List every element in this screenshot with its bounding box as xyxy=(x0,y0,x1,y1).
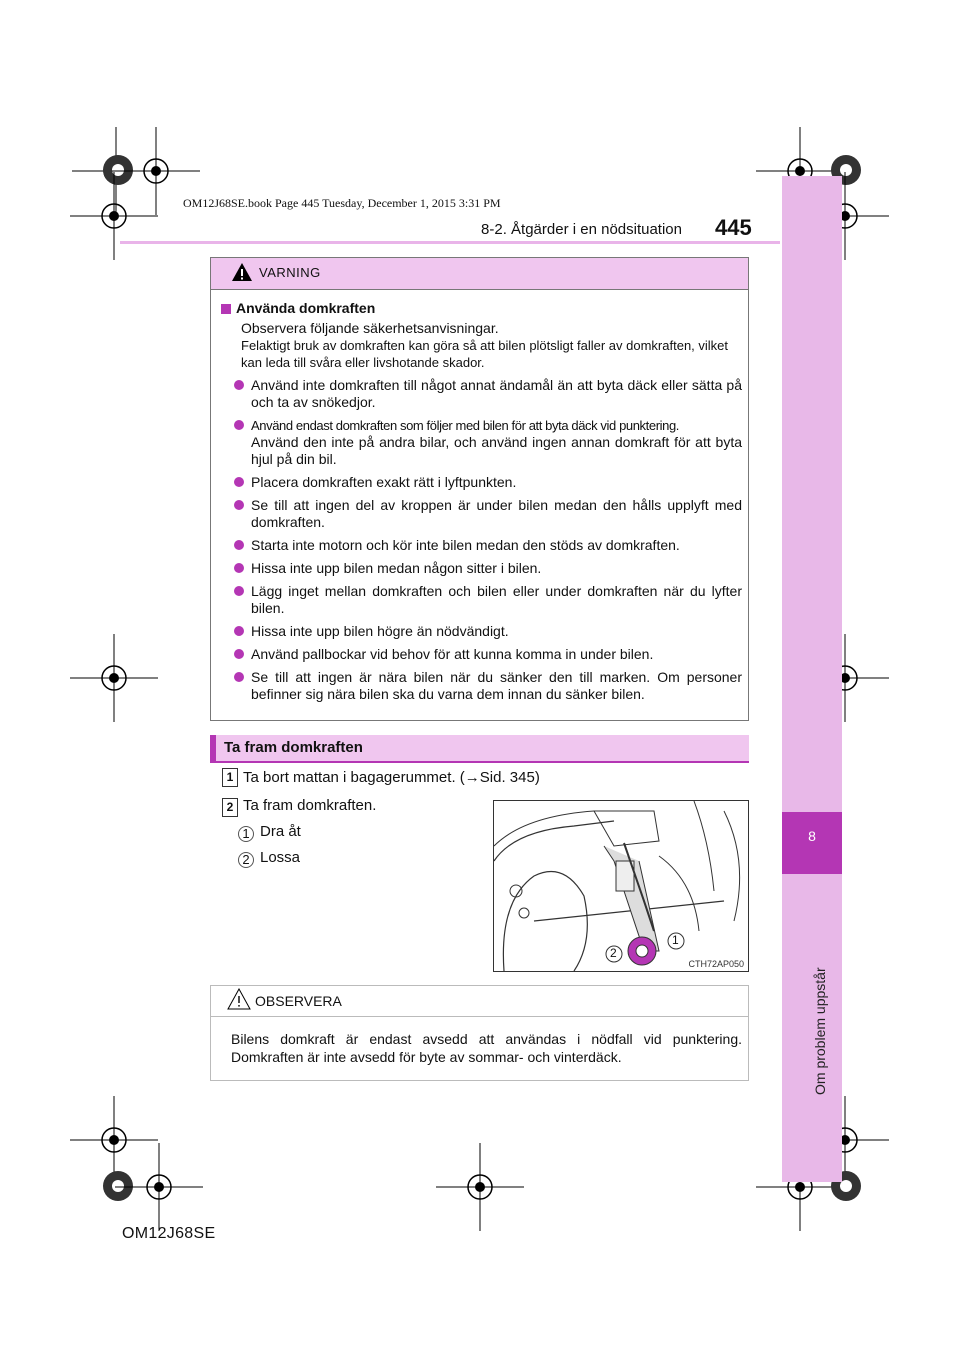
step-2-text: Ta fram domkraften. xyxy=(243,797,377,814)
jack-illustration xyxy=(493,800,749,972)
warning-subheading xyxy=(221,300,742,317)
list-item: Använd den inte på andra bilar, och använd ingen annan domkraft för att byta hjul på din bil. xyxy=(251,434,742,467)
warning-triangle-icon xyxy=(231,262,253,287)
bullet-dot-icon xyxy=(234,586,244,596)
list-item: Se till att ingen del av kroppen är under bilen medan den hålls upplyft med domkraften. xyxy=(221,497,742,531)
section-heading-bar xyxy=(210,735,749,763)
warning-intro-1: Observera följande säkerhetsanvisningar. xyxy=(241,320,499,336)
warning-box xyxy=(210,257,749,721)
arrow-right-icon: → xyxy=(464,769,480,786)
list-item: Hissa inte upp bilen medan någon sitter i bilen. xyxy=(221,560,742,577)
bullet-dot-icon xyxy=(234,380,244,390)
registration-mark-icon xyxy=(70,172,158,260)
callout-2: 2 xyxy=(610,946,617,960)
substep-2-text: Lossa xyxy=(260,849,301,866)
step-1-text: Ta bort mattan i bagagerummet. (→Sid. 345) xyxy=(243,769,540,786)
section-header: 8-2. Åtgärder i en nödsituation xyxy=(481,221,682,238)
step-number-2: 2 xyxy=(222,798,238,817)
jack-drawing-icon xyxy=(494,801,749,972)
chapter-label: Om problem uppstår xyxy=(812,967,828,1095)
warning-title: VARNING xyxy=(259,265,321,280)
list-item: Se till att ingen är nära bilen när du sänker den till marken. Om personer befinner sig nära bilen ska du varna dem innan du sänker bilen. xyxy=(221,669,742,703)
footer-code: OM12J68SE xyxy=(122,1225,216,1242)
bullet-dot-icon xyxy=(234,672,244,682)
notice-title: OBSERVERA xyxy=(255,993,342,1009)
header-rule xyxy=(120,241,780,244)
notice-header xyxy=(211,986,748,1017)
square-bullet-icon xyxy=(221,304,231,314)
warning-intro-2: Felaktigt bruk av domkraften kan göra så att bilen plötsligt faller av domkraften, vilket kan leda till svåra eller livshotande skador. xyxy=(241,338,729,370)
bullet-dot-icon xyxy=(234,626,244,636)
callout-1: 1 xyxy=(672,933,679,947)
bullet-dot-icon xyxy=(234,477,244,487)
page-number: 445 xyxy=(715,215,752,240)
step-number-1: 1 xyxy=(222,768,238,787)
substep-1-text: Dra åt xyxy=(260,823,301,840)
section-title: Ta fram domkraften xyxy=(224,739,363,756)
warning-header xyxy=(211,258,748,290)
registration-mark-icon xyxy=(70,634,158,722)
illustration-code: CTH72AP050 xyxy=(688,959,744,969)
caution-triangle-icon xyxy=(227,988,251,1015)
list-item: Använd pallbockar vid behov för att kunna komma in under bilen. xyxy=(221,646,742,663)
chapter-number: 8 xyxy=(808,828,816,844)
notice-text: Bilens domkraft är endast avsedd att användas i nödfall vid punktering. Domkraften är inte avsedd för byte av sommar- och vinterdäck. xyxy=(231,1031,742,1065)
list-item: Använd inte domkraften till något annat ändamål än att byta däck eller sätta på och ta av snökedjor. xyxy=(221,377,742,411)
substep-number-2: 2 xyxy=(238,852,254,868)
bullet-dot-icon xyxy=(234,420,244,430)
list-item: Använd endast domkraften som följer med bilen för att byta däck vid punktering. xyxy=(221,417,742,434)
bullet-dot-icon xyxy=(234,540,244,550)
bullet-dot-icon xyxy=(234,500,244,510)
registration-mark-icon xyxy=(436,1143,524,1231)
bullet-dot-icon xyxy=(234,649,244,659)
section-accent xyxy=(210,735,216,761)
list-item: Lägg inget mellan domkraften och bilen eller under domkraften när du lyfter bilen. xyxy=(221,583,742,617)
print-info: OM12J68SE.book Page 445 Tuesday, December 1, 2015 3:31 PM xyxy=(183,196,501,210)
warning-subheading-text: Använda domkraften xyxy=(236,300,376,316)
bullet-dot-icon xyxy=(234,563,244,573)
notice-box xyxy=(210,985,749,1081)
warning-bullet-list xyxy=(221,377,742,703)
list-item: Starta inte motorn och kör inte bilen medan den stöds av domkraften. xyxy=(221,537,742,554)
substep-number-1: 1 xyxy=(238,826,254,842)
list-item: Placera domkraften exakt rätt i lyftpunkten. xyxy=(221,474,742,491)
list-item: Hissa inte upp bilen högre än nödvändigt. xyxy=(221,623,742,640)
registration-mark-icon xyxy=(115,1143,203,1231)
